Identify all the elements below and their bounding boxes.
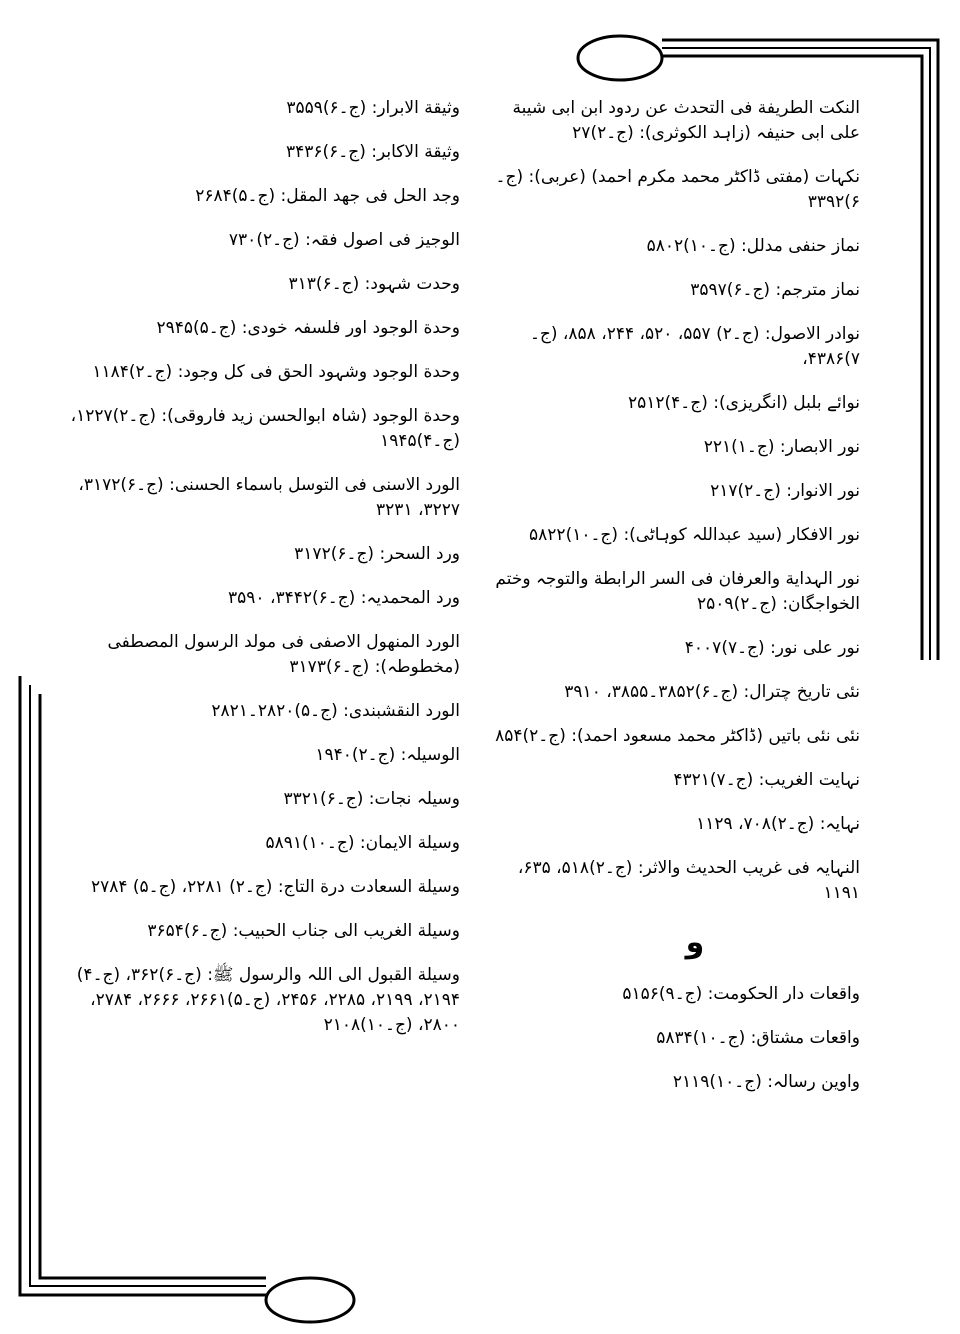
- index-entry: وسیلة الغریب الی جناب الحبیب: (ج۔۶)۳۶۵۴: [147, 921, 460, 941]
- index-entry: وسیلة القبول الی اللہ والرسول ﷺ: (ج۔۶)۳۶۲، (ج۔۴) ۲۱۹۴، ۲۱۹۹، ۲۲۸۵، ۲۴۵۶، (ج۔۵)۲۶۶۱، ۲۶۶۶، ۲۷۸۴، ۲۸۰۰، (ج۔۱۰)۲۱۰۸: [76, 965, 460, 1035]
- index-entry: نور الہدایة والعرفان فی السر الرابطة والتوجہ وختم الخواجگان: (ج۔۲)۲۵۰۹: [495, 569, 860, 614]
- index-entry: وسیلہ نجات: (ج۔۶)۳۳۲۱: [283, 789, 460, 809]
- index-entry: وجد الحل فی جھد المقل: (ج۔۵)۲۶۸۴: [195, 186, 460, 206]
- index-entry: نئی تاریخ چترال: (ج۔۶)۳۸۵۲۔۳۸۵۵، ۳۹۱۰: [564, 682, 860, 702]
- index-entry: الوسیلہ: (ج۔۲)۱۹۴۰: [315, 745, 460, 765]
- index-entry: نور الابصار: (ج۔۱)۲۲۱: [703, 437, 860, 457]
- index-entry: نوادر الاصول: (ج۔۲) ۵۵۷، ۵۲۰، ۲۴۴، ۸۵۸، (ج۔۷)۴۳۸۶،: [529, 324, 860, 369]
- index-entry: وسیلة الایمان: (ج۔۱۰)۵۸۹۱: [265, 833, 460, 853]
- index-entry: نماز مترجم: (ج۔۶)۳۵۹۷: [690, 280, 860, 300]
- index-entry: وحدة الوجود وشہود الحق فی کل وجود: (ج۔۲)۱۱۸۴: [92, 362, 460, 382]
- index-entry: وثیقة الابرار: (ج۔۶)۳۵۵۹: [286, 98, 460, 118]
- index-entry: الورد الاسنی فی التوسل باسماء الحسنی: (ج۔۶)۳۱۷۲، ۳۲۲۷، ۳۲۳۱: [78, 475, 460, 520]
- index-entry: نئی نئی باتیں (ڈاکٹر محمد مسعود احمد): (ج۔۲)۸۵۴: [495, 726, 860, 746]
- top-ornament-oval: [578, 36, 662, 80]
- left-column: [55, 96, 460, 1057]
- index-entry: واقعات مشتاق: (ج۔۱۰)۵۸۳۴: [656, 1028, 860, 1048]
- index-entry: وثیقة الاکابر: (ج۔۶)۳۴۳۶: [285, 142, 460, 162]
- index-entry: نکہات (مفتی ڈاکٹر محمد مکرم احمد) (عربی): (ج۔۶)۳۳۹۲: [495, 167, 860, 212]
- index-entry: نور الانوار: (ج۔۲)۲۱۷: [710, 481, 860, 501]
- index-entry: ورد السحر: (ج۔۶)۳۱۷۲: [294, 544, 460, 564]
- index-entry: نوائے بلبل (انگریزی): (ج۔۴)۲۵۱۲: [627, 393, 860, 413]
- index-entry: الورد المنھول الاصفی فی مولد الرسول المصطفی (مخطوطہ): (ج۔۶)۳۱۷۳: [107, 632, 460, 677]
- index-entry: نہایت الغریب: (ج۔۷)۴۳۲۱: [673, 770, 860, 790]
- index-entry: نماز حنفی مدلل: (ج۔۱۰)۵۸۰۲: [646, 236, 860, 256]
- index-entry: وسیلة السعادت درة التاج: (ج۔۲) ۲۲۸۱، (ج۔۵) ۲۷۸۴: [90, 877, 460, 897]
- index-entry: وحدت شہود: (ج۔۶)۳۱۳: [288, 274, 460, 294]
- index-entry: نور الافکار (سید عبداللہ کوہاٹی): (ج۔۱۰)۵۸۲۲: [529, 525, 860, 545]
- index-entry: النہایہ فی غریب الحدیث والاثر: (ج۔۲)۵۱۸، ۶۳۵، ۱۱۹۱: [517, 858, 860, 903]
- section-letter-heading: و: [685, 925, 705, 960]
- index-entry: النکت الطریفة فی التحدث عن ردود ابن ابی شیبة علی ابی حنیفہ (زاہد الکوثری): (ج۔۲)۲۷: [512, 98, 860, 143]
- index-entry: واقعات دار الحکومت: (ج۔۹)۵۱۵۶: [622, 984, 860, 1004]
- index-entry: نہایہ: (ج۔۲)۷۰۸، ۱۱۲۹: [696, 814, 860, 834]
- index-entry: وحدة الوجود اور فلسفہ خودی: (ج۔۵)۲۹۴۵: [156, 318, 460, 338]
- index-entry: الوجیز فی اصول فقہ: (ج۔۲)۷۳۰: [228, 230, 460, 250]
- index-entry: نور علی نور: (ج۔۷)۴۰۰۷: [684, 638, 860, 658]
- right-column: [490, 96, 860, 1114]
- index-entry: واوین رسالہ: (ج۔۱۰)۲۱۱۹: [672, 1072, 860, 1092]
- index-entry: ورد المحمدیہ: (ج۔۶)۳۴۴۲، ۳۵۹۰: [228, 588, 460, 608]
- bottom-ornament-oval: [266, 1278, 354, 1322]
- index-entry: الورد النقشبندی: (ج۔۵)۲۸۲۰۔۲۸۲۱: [211, 701, 460, 721]
- index-entry: وحدة الوجود (شاہ ابوالحسن زید فاروقی): (ج۔۲)۱۲۲۷، (ج۔۴)۱۹۴۵: [70, 406, 460, 451]
